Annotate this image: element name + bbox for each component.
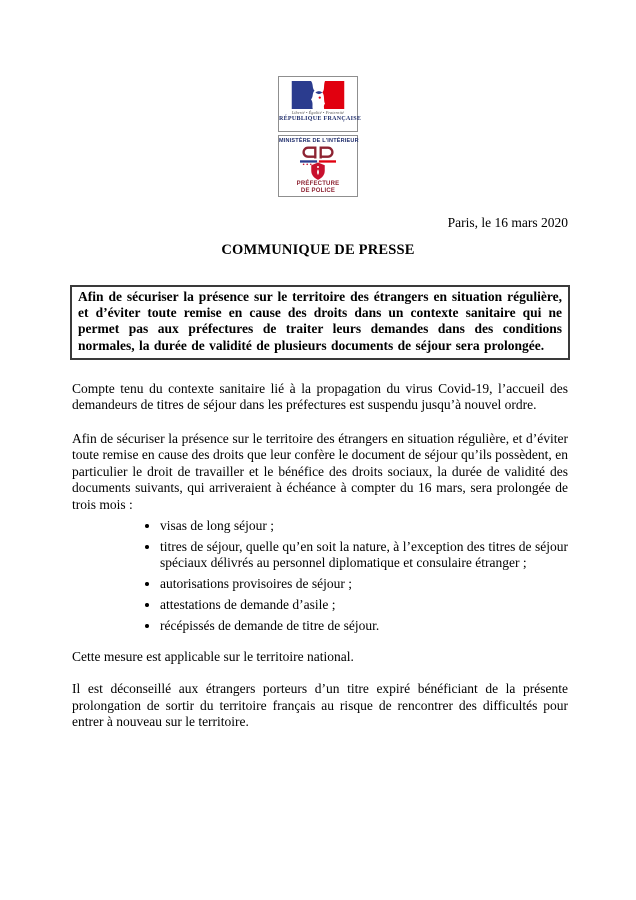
marianne-flag-icon bbox=[291, 81, 345, 109]
republique-francaise-logo bbox=[278, 76, 362, 132]
prefecture-de-police-logo bbox=[278, 135, 358, 197]
dateline: Paris, le 16 mars 2020 bbox=[447, 215, 568, 230]
summary-box: Afin de sécuriser la présence sur le territoire des étrangers en situation régulière, et d’éviter toute remise en cause des droits dans un contexte sanitaire qui ne permet pas aux préfectures de traiter leurs demandes dans des conditions normales, la durée de validité de plusieurs documents de séjour sera prolongée. bbox=[70, 285, 570, 360]
logo-prefecture-line2: DE POLICE bbox=[300, 187, 336, 194]
logo-ministere-label: MINISTÈRE DE L'INTÉRIEUR bbox=[279, 138, 359, 144]
press-release-title: COMMUNIQUE DE PRESSE bbox=[221, 242, 415, 258]
list-item-visas: • visas de long séjour ; bbox=[160, 518, 568, 534]
list-item-titres-sejour: • titres de séjour, quelle qu’en soit la nature, à l’exception des titres de séjour spéciaux délivrés au personnel diplomatique et consulaire étranger ; bbox=[160, 539, 568, 572]
pp-monogram-icon bbox=[298, 145, 338, 181]
paragraph-territoire: Cette mesure est applicable sur le territoire national. bbox=[72, 648, 354, 664]
documents-list bbox=[72, 518, 568, 635]
logo-block bbox=[278, 76, 362, 197]
paragraph-measure: Afin de sécuriser la présence sur le territoire des étrangers en situation régulière, et d’éviter toute remise en cause des droits que leur confère le document de séjour qu’ils possèdent, en particulier le droit de travailler et le bénéfice des droits sociaux, la durée de validité des documents suivants, qui arriveraient à échéance à compter du 16 mars, sera prolongée de trois mois : bbox=[72, 430, 568, 512]
logo-motto: Liberté • Égalité • Fraternité bbox=[291, 110, 345, 115]
paragraph-context: Compte tenu du contexte sanitaire lié à la propagation du virus Covid-19, l’accueil des demandeurs de titres de séjour dans les préfectures est suspendu jusqu’à nouvel ordre. bbox=[72, 380, 568, 413]
list-item-attestations: • attestations de demande d’asile ; bbox=[160, 597, 568, 613]
paragraph-deconseille: Il est déconseillé aux étrangers porteurs d’un titre expiré bénéficiant de la présente prolongation de sortir du territoire français au risque de rencontrer des difficultés pour entrer à nouveau sur le territoire. bbox=[72, 681, 568, 730]
logo-republique-label: RÉPUBLIQUE FRANÇAISE bbox=[279, 116, 362, 122]
logo-prefecture-line1: PRÉFECTURE bbox=[296, 181, 340, 187]
list-item-recepisses: • récépissés de demande de titre de séjour. bbox=[160, 618, 568, 634]
logo-prefecture-label bbox=[279, 181, 357, 194]
list-item-autorisations: • autorisations provisoires de séjour ; bbox=[160, 576, 568, 592]
